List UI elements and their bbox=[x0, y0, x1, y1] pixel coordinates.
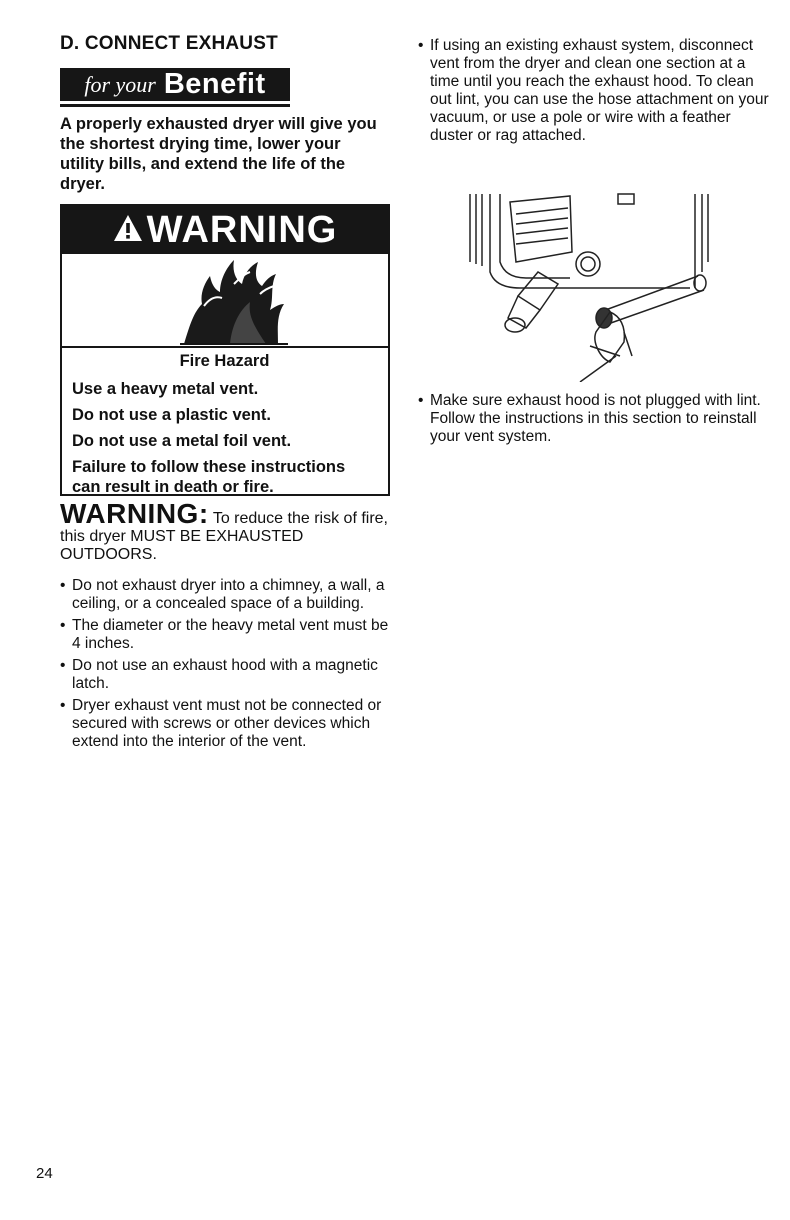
warning-header bbox=[62, 206, 388, 254]
section-title: D. CONNECT EXHAUST bbox=[60, 33, 278, 54]
list-item: • Do not use an exhaust hood with a magnetic latch. bbox=[60, 657, 390, 693]
page-number: 24 bbox=[36, 1165, 53, 1182]
benefit-text: A properly exhausted dryer will give you the shortest drying time, lower your utility bills, and extend the life of the dryer. bbox=[60, 115, 377, 193]
warning-line: Do not use a plastic vent. bbox=[72, 406, 271, 424]
warning-text-block bbox=[72, 352, 377, 503]
list-item: • The diameter or the heavy metal vent must be 4 inches. bbox=[60, 617, 390, 653]
list-item: • Make sure exhaust hood is not plugged with lint. Follow the instructions in this section to reinstall your vent system. bbox=[418, 392, 775, 446]
list-item: • Dryer exhaust vent must not be connected or secured with screws or other devices which extend into the interior of the vent. bbox=[60, 697, 390, 751]
warning-line: Use a heavy metal vent. bbox=[72, 380, 259, 398]
warning-line: Do not use a metal foil vent. bbox=[72, 432, 292, 450]
warning-triangle-icon bbox=[113, 209, 143, 252]
warning-statement bbox=[60, 498, 400, 564]
dryer-vent-cleaning-illustration bbox=[460, 192, 740, 382]
hazard-title: Fire Hazard bbox=[179, 352, 270, 370]
benefit-banner-big: Benefit bbox=[163, 68, 266, 100]
warning-picture-area bbox=[62, 254, 388, 348]
warning-box bbox=[60, 204, 390, 496]
warning-label: WARNING: bbox=[60, 498, 209, 529]
benefit-banner bbox=[60, 68, 290, 104]
benefit-banner-small: for your bbox=[84, 71, 156, 97]
warning-bullet-list bbox=[60, 577, 390, 755]
warning-header-label: WARNING bbox=[146, 208, 338, 251]
list-item: • Do not exhaust dryer into a chimney, a wall, a ceiling, or a concealed space of a building. bbox=[60, 577, 390, 613]
warning-statement-text: To reduce the risk of fire, this dryer MUST BE EXHAUSTED OUTDOORS. bbox=[60, 510, 388, 563]
fire-hazard-icon bbox=[170, 254, 290, 346]
list-item: • If using an existing exhaust system, disconnect vent from the dryer and clean one section at a time until you reach the exhaust hood. To clean out lint, you can use the hose attachment on your vacuum, or use a pole or wire with a feather duster or rag attached. bbox=[418, 37, 775, 145]
warning-line: Failure to follow these instructions can result in death or fire. bbox=[72, 458, 346, 496]
